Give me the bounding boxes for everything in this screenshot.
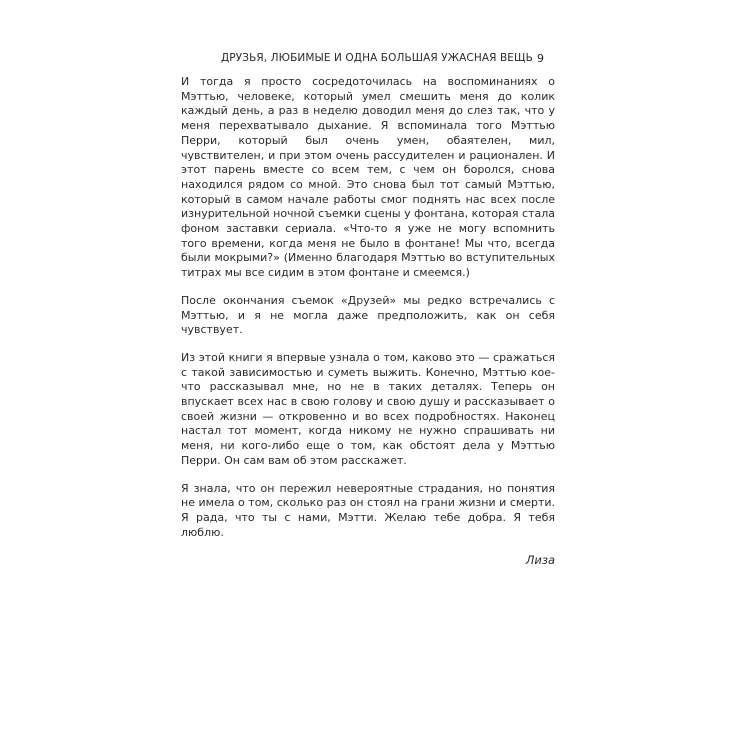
- body-text: [181, 75, 555, 567]
- page-number: 9: [537, 52, 544, 65]
- running-header: [181, 52, 555, 68]
- paragraph: Из этой книги я впервые узнала о том, каково это — сражаться с такой зависимостью и суметь выжить. Конечно, Мэттью кое-что рассказывал мне, но не в таких деталях. Теперь он впускает всех нас в свою голову и свою душу и рассказывает о своей жизни — откровенно и во всех подробностях. Наконец настал тот момент, когда никому не нужно спрашивать ни меня, ни кого-либо еще о том, как обстоят дела у Мэттью Перри. Он сам вам об этом расскажет.: [181, 350, 555, 467]
- paragraph: После окончания съемок «Друзей» мы редко встречались с Мэттью, и я не могла даже предположить, как он себя чувствует.: [181, 293, 555, 337]
- signature: Лиза: [525, 553, 555, 568]
- chapter-title: ДРУЗЬЯ, ЛЮБИМЫЕ И ОДНА БОЛЬШАЯ УЖАСНАЯ ВЕЩЬ: [221, 52, 533, 64]
- paragraph: Я знала, что он пережил невероятные страдания, но понятия не имела о том, сколько раз он стоял на грани жизни и смерти. Я рада, что ты с нами, Мэтти. Желаю тебе добра. Я тебя люблю.: [181, 481, 555, 539]
- paragraph: И тогда я просто сосредоточилась на воспоминаниях о Мэттью, человеке, который умел смешить меня до колик каждый день, а раз в неделю доводил меня до слез так, что у меня перехватывало дыхание. Я вспоминала того Мэттью Перри, который был очень умен, обаятелен, мил, чувствителен, и при этом очень рассудителен и рационален. И этот парень вместе со всем тем, с чем он боролся, снова находился рядом со мной. Это снова был тот самый Мэттью, который в самом начале работы смог поднять нас всех после изнурительной ночной съемки сцены у фонтана, которая стала фоном заставки сериала. «Что-то я уже не могу вспомнить того времени, когда меня не было в фонтане! Мы что, всегда были мокрыми?» (Именно благодаря Мэттью во вступительных титрах мы все сидим в этом фонтане и смеемся.): [181, 75, 555, 280]
